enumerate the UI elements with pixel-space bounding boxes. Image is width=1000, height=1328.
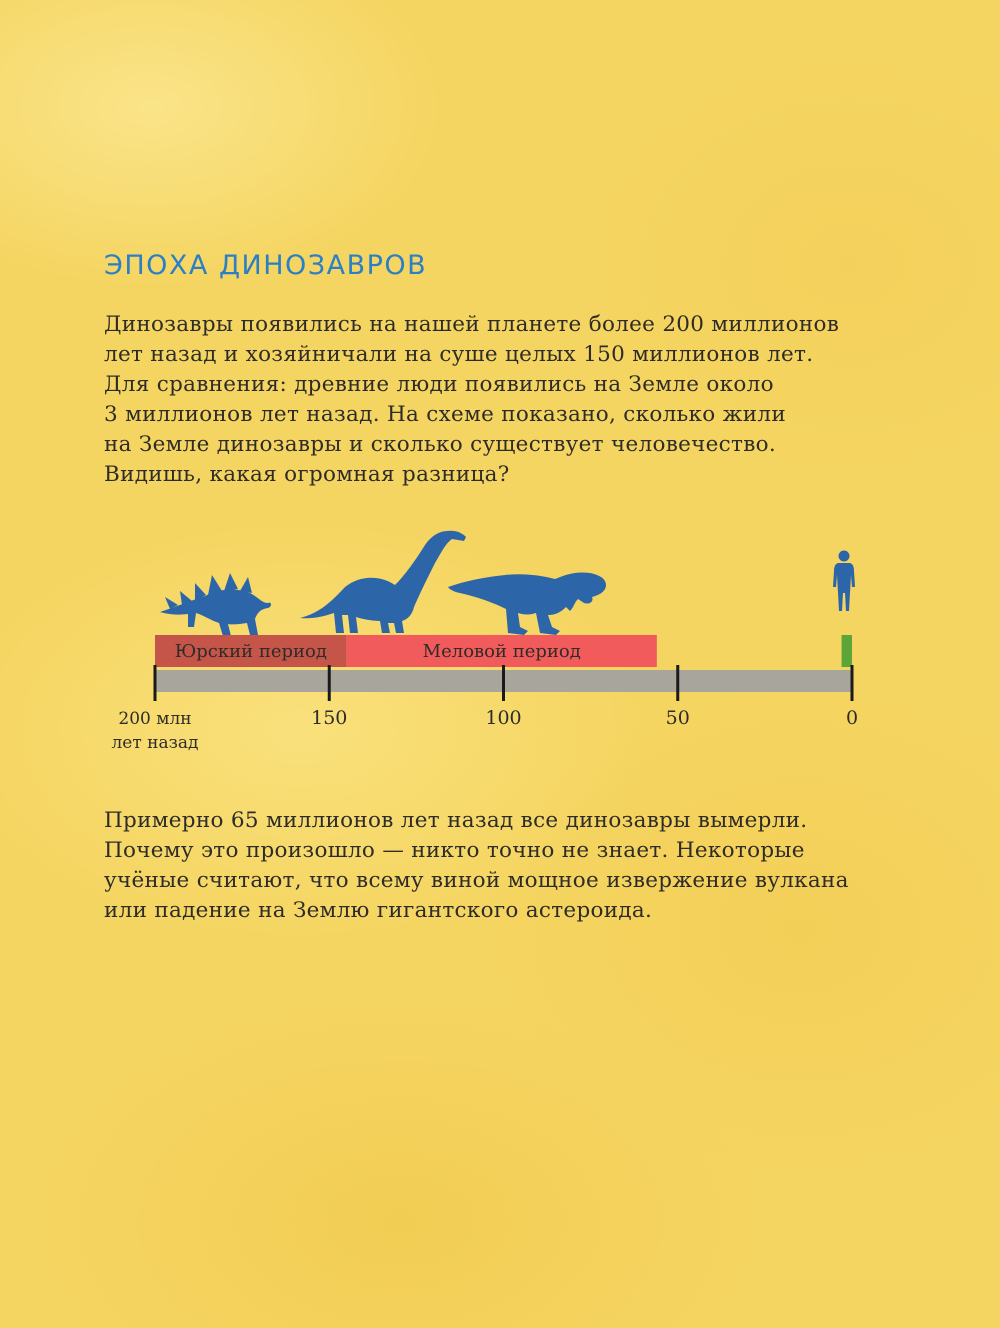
paragraph-line: или падение на Землю гигантского астероида. bbox=[104, 898, 653, 923]
paragraph-line: Для сравнения: древние люди появились на Земле около bbox=[104, 372, 774, 397]
page-title: ЭПОХА ДИНОЗАВРОВ bbox=[104, 250, 428, 281]
brachiosaurus-icon bbox=[300, 531, 466, 633]
paragraph-line: Видишь, какая огромная разница? bbox=[104, 462, 510, 487]
extinction-paragraph bbox=[104, 806, 904, 926]
tick-label: 150 bbox=[311, 707, 348, 729]
paragraph-line: учёные считают, что всему виной мощное извержение вулкана bbox=[104, 868, 849, 893]
tick-label: 100 bbox=[485, 707, 522, 729]
tick-label: 0 bbox=[845, 707, 859, 729]
period-label: Юрский период bbox=[174, 641, 327, 662]
tick-label: 200 млн bbox=[118, 709, 192, 729]
silhouettes-group bbox=[160, 531, 855, 636]
tick-label: лет назад bbox=[111, 733, 199, 753]
timeline-diagram bbox=[0, 515, 1000, 765]
paragraph-line: Динозавры появились на нашей планете более 200 миллионов bbox=[104, 312, 840, 337]
paragraph-line: 3 миллионов лет назад. На схеме показано, сколько жили bbox=[104, 402, 786, 427]
paragraph-line: на Земле динозавры и сколько существует человечество. bbox=[104, 432, 776, 457]
stegosaurus-icon bbox=[160, 573, 271, 636]
tick-label: 50 bbox=[665, 707, 690, 729]
period-bars-group bbox=[155, 635, 852, 667]
period-label: Меловой период bbox=[422, 641, 581, 662]
paragraph-line: лет назад и хозяйничали на суше целых 150 миллионов лет. bbox=[104, 342, 814, 367]
tyrannosaurus-icon bbox=[448, 572, 606, 635]
humanity-bar bbox=[842, 635, 852, 667]
intro-paragraph bbox=[104, 310, 904, 490]
paragraph-line: Примерно 65 миллионов лет назад все динозавры вымерли. bbox=[104, 808, 808, 833]
human-icon bbox=[833, 551, 855, 612]
paragraph-line: Почему это произошло — никто точно не знает. Некоторые bbox=[104, 838, 805, 863]
